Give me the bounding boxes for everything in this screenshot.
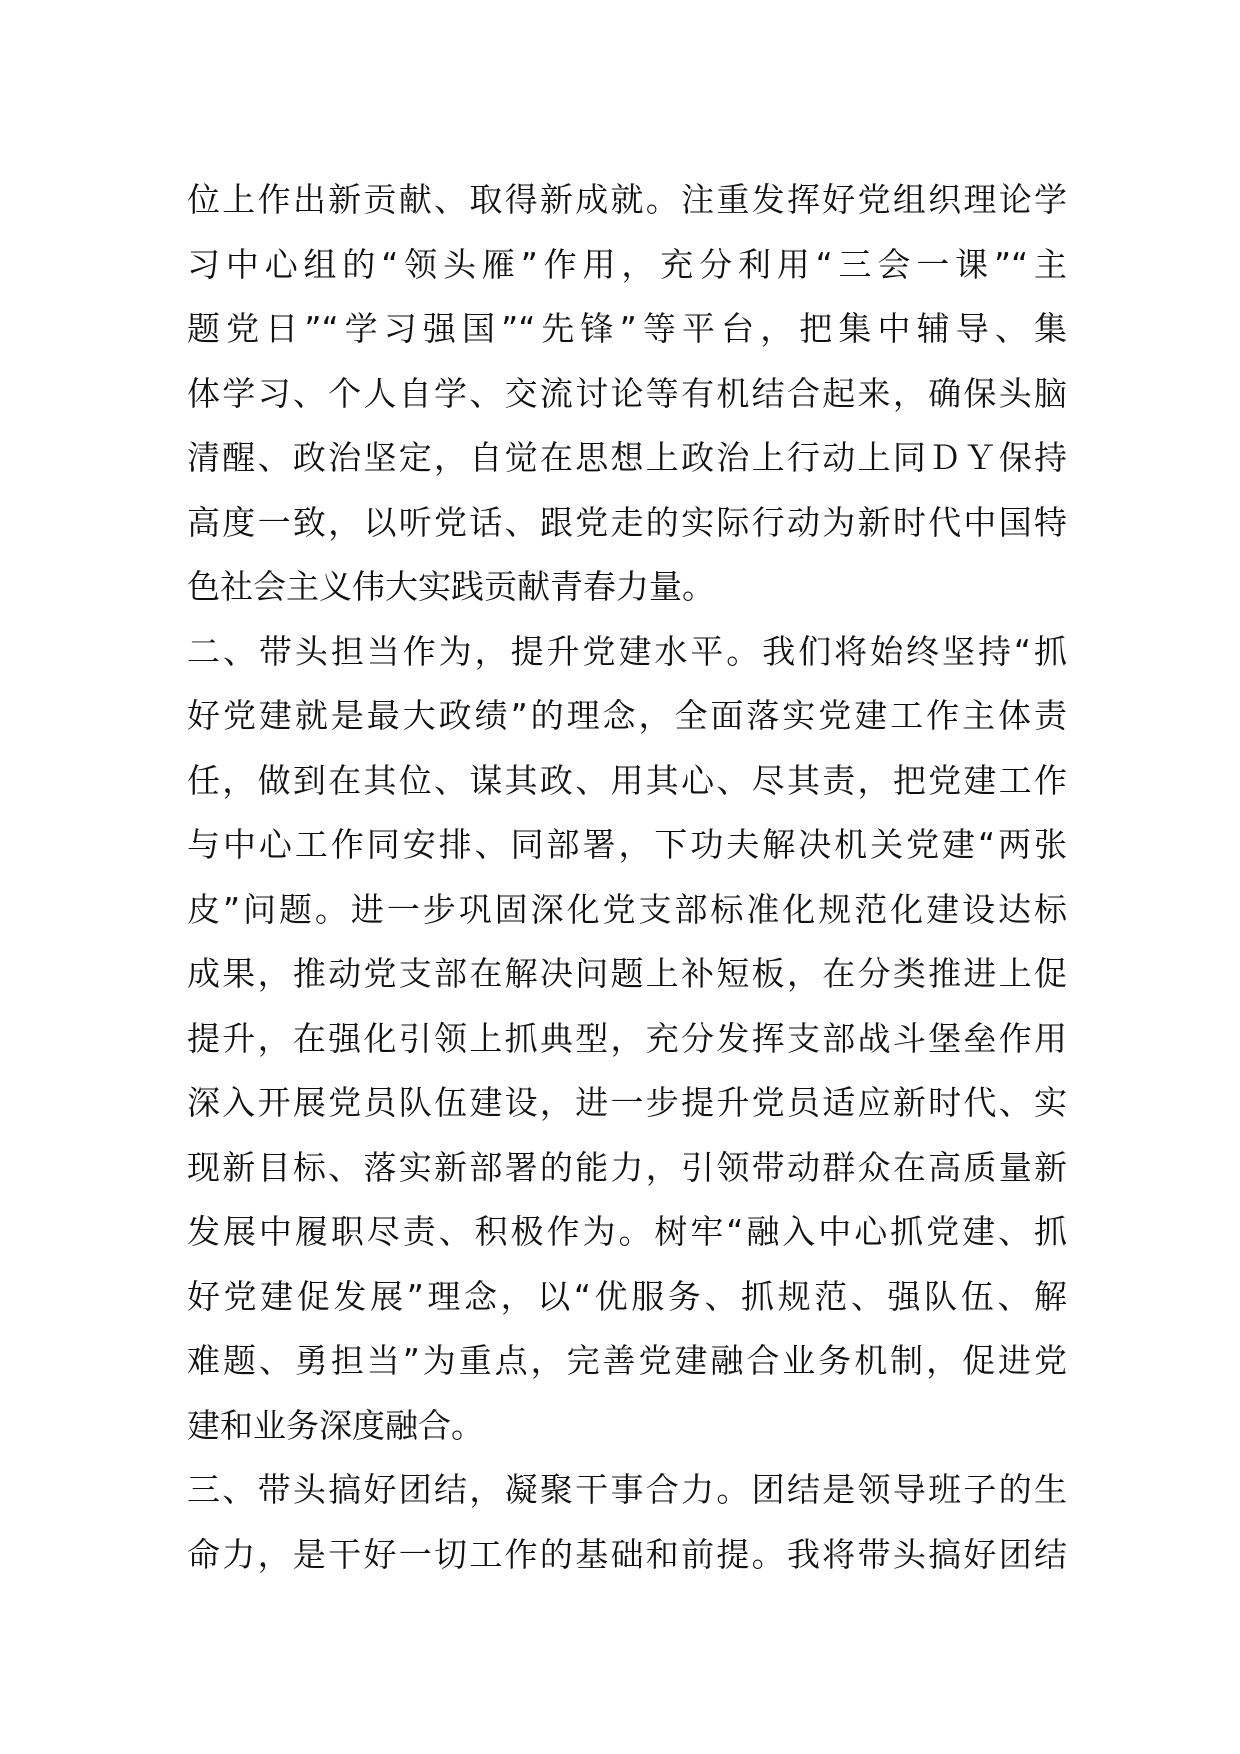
body-text: [187, 168, 1067, 1587]
text-line: 发展中履职尽责、积极作为。树牢“融入中心抓党建、抓: [187, 1212, 1067, 1251]
text-line: 成果，推动党支部在解决问题上补短板，在分类推进上促: [187, 954, 1067, 993]
text-line: 好党建就是最大政绩”的理念，全面落实党建工作主体责: [187, 696, 1067, 735]
text-line: 色社会主义伟大实践贡献青春力量。: [187, 567, 715, 606]
text-line: 三、带头搞好团结，凝聚干事合力。团结是领导班子的生: [187, 1470, 1067, 1509]
text-line: 二、带头担当作为，提升党建水平。我们将始终坚持“抓: [187, 631, 1067, 671]
text-line: 深入开展党员队伍建设，进一步提升党员适应新时代、实: [187, 1083, 1067, 1122]
text-line: 建和业务深度融合。: [187, 1405, 484, 1445]
text-line: 体学习、个人自学、交流讨论等有机结合起来，确保头脑: [187, 373, 1067, 413]
text-line: 与中心工作同安排、同部署，下功夫解决机关党建“两张: [187, 825, 1067, 864]
text-line: 题党日”“学习强国”“先锋”等平台，把集中辅导、集: [187, 309, 1067, 348]
text-line: 命力，是干好一切工作的基础和前提。我将带头搞好团结: [187, 1534, 1067, 1574]
text-line: 难题、勇担当”为重点，完善党建融合业务机制，促进党: [187, 1341, 1067, 1380]
text-line: 皮”问题。进一步巩固深化党支部标准化规范化建设达标: [187, 889, 1067, 929]
text-line: 位上作出新贡献、取得新成就。注重发挥好党组织理论学: [187, 180, 1067, 219]
text-line: 提升，在强化引领上抓典型，充分发挥支部战斗堡垒作用: [187, 1018, 1067, 1058]
text-line: 任，做到在其位、谋其政、用其心、尽其责，把党建工作: [187, 760, 1067, 800]
text-line: 现新目标、落实新部署的能力，引领带动群众在高质量新: [187, 1147, 1067, 1187]
text-line: 高度一致，以听党话、跟党走的实际行动为新时代中国特: [187, 502, 1067, 542]
text-line: 清醒、政治坚定，自觉在思想上政治上行动上同ＤＹ保持: [187, 438, 1067, 477]
text-line: 习中心组的“领头雁”作用，充分利用“三会一课”“主: [187, 244, 1067, 284]
text-line: 好党建促发展”理念，以“优服务、抓规范、强队伍、解: [187, 1276, 1067, 1316]
